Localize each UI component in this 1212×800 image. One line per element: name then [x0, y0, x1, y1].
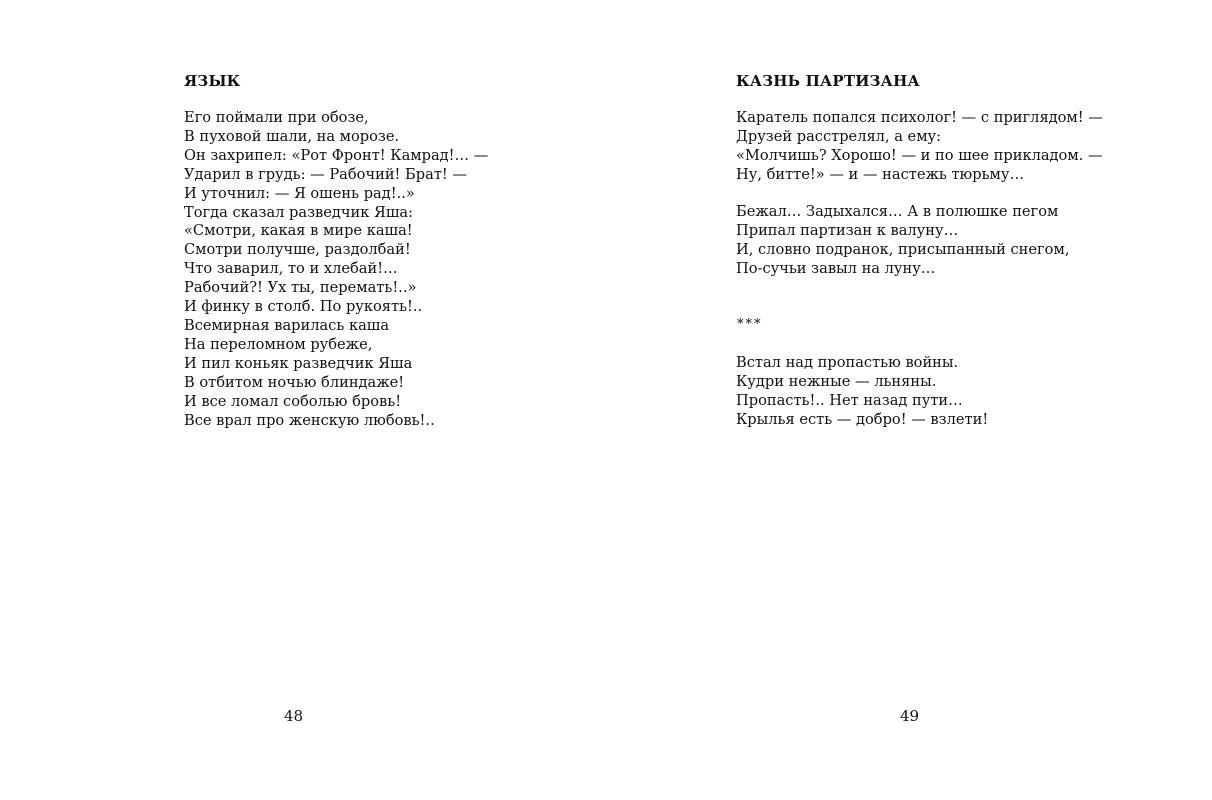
poem-body — [184, 109, 488, 430]
poem-line: Пропасть!.. Нет назад пути… — [736, 391, 963, 409]
poem-line: Ну, битте!» — и — настежь тюрьму… — [736, 165, 1025, 183]
stanza — [736, 354, 988, 430]
poem-line: Его поймали при обозе, — [184, 109, 369, 126]
poem-line: Всемирная варилась каша — [184, 316, 390, 334]
poem-line: «Смотри, какая в мире каша! — [184, 222, 413, 240]
poem-line: Рабочий?! Ух ты, перемать!..» — [184, 279, 417, 297]
right-page — [606, 0, 1212, 800]
poem-line: И все ломал соболью бровь! — [184, 392, 402, 410]
section-divider: *** — [737, 317, 763, 332]
poem-line: И уточнил: — Я ошень рад!..» — [184, 184, 415, 202]
page-number: 49 — [900, 707, 920, 725]
page-number: 48 — [284, 707, 304, 725]
poem-line: Каратель попался психолог! — с приглядом! — — [736, 109, 1103, 126]
poem-title: КАЗНЬ ПАРТИЗАНА — [736, 72, 920, 90]
stanza — [736, 203, 1069, 279]
poem-line: Смотри получше, раздолбай! — [184, 241, 411, 259]
poem-line: Он захрипел: «Рот Фронт! Камрад!… — — [184, 146, 489, 164]
poem-line: В отбитом ночью блиндаже! — [184, 373, 405, 391]
poem-line: Все врал про женскую любовь!.. — [184, 411, 435, 429]
poem-line: И финку в столб. По рукоять!.. — [184, 298, 423, 316]
poem-line: Бежал… Задыхался… А в полюшке пегом — [736, 203, 1059, 220]
poem-line: «Молчишь? Хорошо! — и по шее прикладом. — — [736, 146, 1103, 164]
poem-line: В пуховой шали, на морозе. — [184, 127, 400, 145]
poem-line: Ударил в грудь: — Рабочий! Брат! — — [184, 165, 467, 183]
poem-line: Крылья есть — добро! — взлети! — [736, 410, 989, 428]
poem-line: Кудри нежные — льняны. — [736, 372, 937, 390]
poem-line: По-сучьи завыл на луну… — [736, 259, 936, 277]
poem-title: ЯЗЫК — [184, 72, 241, 90]
poem-line: Припал партизан к валуну… — [736, 221, 959, 239]
poem-line: Что заварил, то и хлебай!… — [184, 260, 398, 278]
poem-line: На переломном рубеже, — [184, 335, 373, 353]
poem-line: Встал над пропастью войны. — [736, 354, 959, 371]
poem-line: Тогда сказал разведчик Яша: — [184, 203, 414, 221]
poem-line: И, словно подранок, присыпанный снегом, — [736, 240, 1070, 258]
stanza — [736, 109, 1103, 185]
poem-line: И пил коньяк разведчик Яша — [184, 354, 413, 372]
poem-line: Друзей расстрелял, а ему: — [736, 127, 942, 145]
